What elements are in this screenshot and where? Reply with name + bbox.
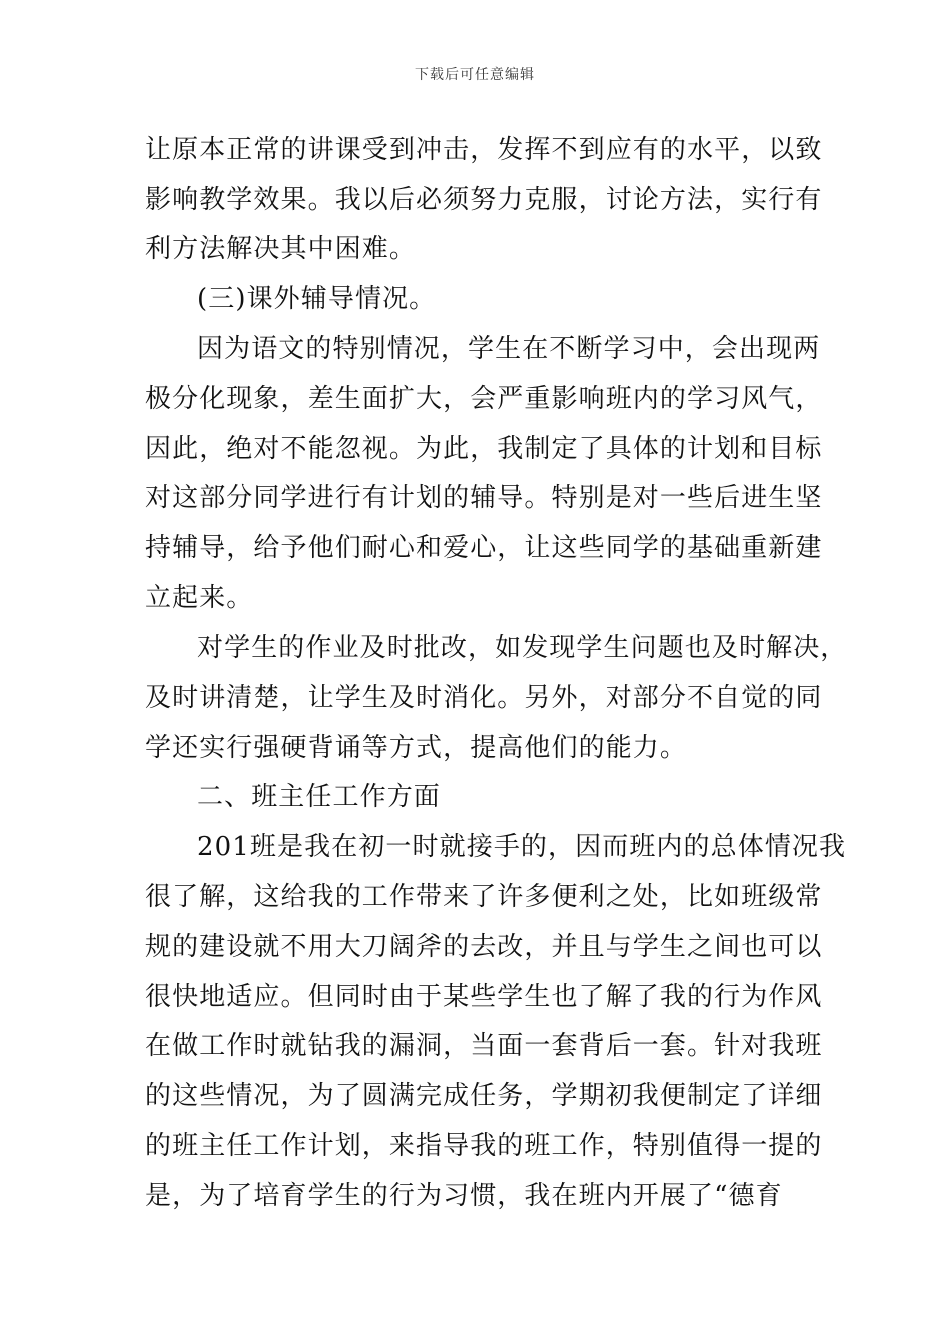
text-line: 在做工作时就钻我的漏洞，当面一套背后一套。针对我班 (145, 1031, 823, 1061)
text-line: 的班主任工作计划，来指导我的班工作，特别值得一提的 (145, 1131, 823, 1161)
text-line: 利方法解决其中困难。 (145, 234, 417, 264)
text-line: 因此，绝对不能忽视。为此，我制定了具体的计划和目标 (145, 434, 823, 464)
text-line: 是，为了培育学生的行为习惯，我在班内开展了“德育 (145, 1181, 783, 1211)
text-line: 影响教学效果。我以后必须努力克服，讨论方法，实行有 (145, 185, 823, 215)
text-line: 的这些情况，为了圆满完成任务，学期初我便制定了详细 (145, 1081, 823, 1111)
text-line: 很了解，这给我的工作带来了许多便利之处，比如班级常 (145, 882, 823, 912)
section-heading: (三)课外辅导情况。 (197, 284, 437, 314)
text-line: 极分化现象，差生面扩大，会严重影响班内的学习风气， (145, 384, 823, 414)
text-line: 因为语文的特别情况，学生在不断学习中，会出现两 (197, 334, 821, 364)
text-line: 对学生的作业及时批改，如发现学生问题也及时解决， (197, 633, 848, 663)
text-line: 持辅导，给予他们耐心和爱心，让这些同学的基础重新建 (145, 533, 823, 563)
text-line: 很快地适应。但同时由于某些学生也了解了我的行为作风 (145, 982, 823, 1012)
text-line: 立起来。 (145, 583, 254, 613)
text-line: 201班是我在初一时就接手的，因而班内的总体情况我 (197, 832, 847, 862)
text-line: 规的建设就不用大刀阔斧的去改，并且与学生之间也可以 (145, 932, 823, 962)
text-line: 对这部分同学进行有计划的辅导。特别是对一些后进生坚 (145, 483, 823, 513)
text-line: 让原本正常的讲课受到冲击，发挥不到应有的水平，以致 (145, 135, 823, 165)
page-header: 下载后可任意编辑 (415, 67, 535, 83)
text-line: 学还实行强硬背诵等方式，提高他们的能力。 (145, 733, 688, 763)
text-line: 及时讲清楚，让学生及时消化。另外，对部分不自觉的同 (145, 683, 823, 713)
section-heading: 二、班主任工作方面 (197, 782, 441, 812)
